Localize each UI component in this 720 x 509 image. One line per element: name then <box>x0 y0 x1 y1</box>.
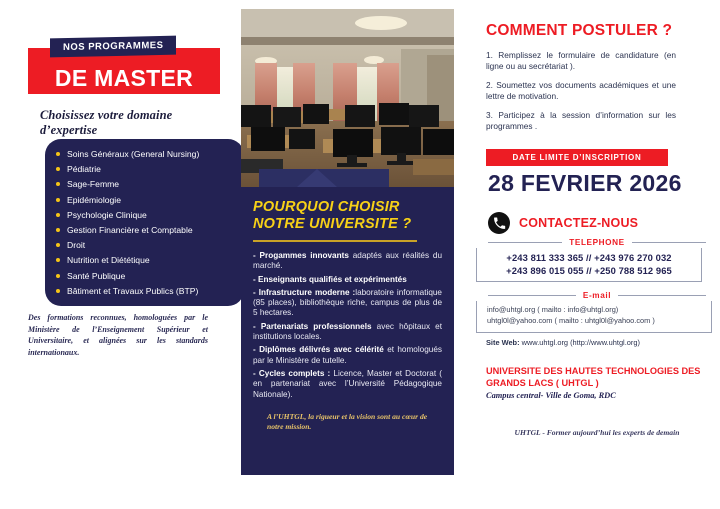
program-label: Gestion Financière et Comptable <box>67 224 193 235</box>
left-column <box>0 0 235 509</box>
application-steps <box>486 50 676 141</box>
website-value[interactable]: www.uhtgl.org (http://www.uhtgl.org) <box>519 338 640 347</box>
program-label: Soins Généraux (General Nursing) <box>67 149 200 159</box>
list-item <box>253 275 442 285</box>
phone-icon <box>488 212 510 234</box>
center-heading-line2: NOTRE UNIVERSITE ? <box>253 216 412 232</box>
feature-rest: Licence, Master et Doctorat ( en partenariat avec l’Université Pédagogique Nationale). <box>253 368 443 399</box>
features-list <box>253 251 442 400</box>
list-item <box>253 369 442 400</box>
feature-bold: - Progammes innovants <box>253 251 349 260</box>
list-item <box>53 179 238 189</box>
banner-label-chip: NOS PROGRAMMES <box>50 36 176 58</box>
phone-numbers-box <box>476 248 702 282</box>
feature-bold: - Partenariats professionnels <box>253 321 372 331</box>
bullet-dot-icon <box>56 228 60 232</box>
feature-rest: adaptés aux réalités du marché. <box>253 251 442 271</box>
list-item <box>253 288 442 319</box>
campus-location: Campus central- Ville de Goma, RDC <box>486 391 616 400</box>
telephone-label: TELEPHONE <box>569 238 625 247</box>
step-item: 2. Soumettez vos documents académiques et une lettre de motivation. <box>486 80 676 101</box>
bullet-dot-icon <box>56 289 60 293</box>
center-heading <box>253 199 442 233</box>
feature-rest: et homologués par le Ministère de tutelle. <box>253 345 442 365</box>
bullet-dot-icon <box>56 258 60 262</box>
programs-list <box>53 149 238 296</box>
rule-left <box>488 242 562 243</box>
step-item: 3. Participez à la session d’information sur les programmes . <box>486 110 676 131</box>
list-item <box>53 225 238 235</box>
university-name: UNIVERSITE DES HAUTES TECHNOLOGIES DES GRANDS LACS ( UHTGL ) <box>486 366 701 388</box>
list-item <box>53 195 238 205</box>
programs-box <box>45 139 244 306</box>
website-row <box>486 338 640 347</box>
bullet-dot-icon <box>56 152 60 156</box>
feature-rest: avec hôpitaux et institutions locales. <box>253 321 442 342</box>
bullet-dot-icon <box>56 182 60 186</box>
center-panel <box>241 9 454 475</box>
bullet-dot-icon <box>56 167 60 171</box>
list-item <box>53 164 238 174</box>
rule-right <box>618 295 706 296</box>
email-line[interactable]: uhtgl0l@yahoo.com ( mailto : uhtgl0l@yahoo.com ) <box>487 316 655 325</box>
list-item <box>53 149 238 159</box>
phone-glyph <box>493 217 506 230</box>
bullet-dot-icon <box>56 198 60 202</box>
left-tagline: Choisissez votre domaine d’expertise <box>40 108 173 137</box>
program-label: Droit <box>67 240 86 251</box>
bullet-dot-icon <box>56 243 60 247</box>
website-label: Site Web: <box>486 338 520 347</box>
bullet-dot-icon <box>56 213 60 217</box>
rule-left <box>488 295 576 296</box>
feature-bold: - Cycles complets : <box>253 368 331 378</box>
feature-rest: laboratoire informatique (85 places), bibliothèque riche, campus de plus de 5 hectares. <box>253 287 442 318</box>
mission-quote: A l’UHTGL, la rigueur et la vision sont au cœur de notre mission. <box>267 411 428 432</box>
email-section-header <box>488 291 706 300</box>
list-item <box>53 255 238 265</box>
programs-banner <box>28 39 223 94</box>
list-item <box>53 240 238 250</box>
program-label: Sage-Femme <box>67 179 120 190</box>
phone-line[interactable]: +243 811 333 365 // +243 976 270 032 <box>506 252 672 263</box>
list-item <box>53 286 238 296</box>
step-item: 1. Remplissez le formulaire de candidature (en ligne ou au secrétariat ). <box>486 50 676 71</box>
program-label: Psychologie Clinique <box>67 209 147 220</box>
program-label: Santé Publique <box>67 270 126 281</box>
program-label: Epidémiologie <box>67 194 121 205</box>
how-to-apply-title: COMMENT POSTULER ? <box>486 22 673 39</box>
list-item <box>253 345 442 366</box>
bullet-dot-icon <box>56 274 60 278</box>
telephone-section-header <box>488 238 706 247</box>
computer-lab-photo <box>241 9 454 187</box>
email-line[interactable]: info@uhtgl.org ( mailto : info@uhtgl.org) <box>487 305 619 314</box>
deadline-date: 28 FEVRIER 2026 <box>488 170 682 196</box>
rule-right <box>632 242 706 243</box>
feature-bold: - Enseignants qualifiés et expérimentés <box>253 274 407 284</box>
contact-us-label: CONTACTEZ-NOUS <box>519 216 639 230</box>
email-box <box>476 301 712 333</box>
program-label: Pédiatrie <box>67 164 101 175</box>
list-item <box>53 271 238 281</box>
feature-bold: - Infrastructure moderne : <box>253 287 356 297</box>
contact-header <box>488 212 638 234</box>
center-heading-line1: POURQUOI CHOISIR <box>253 199 400 215</box>
heading-divider <box>253 240 417 242</box>
accreditation-note: Des formations reconnues, homologuées par le Ministère de l’Enseignement Supérieur et Universitaire, et alignées sur les standards internationaux. <box>28 313 208 357</box>
phone-line[interactable]: +243 896 015 055 // +250 788 512 965 <box>506 265 672 276</box>
list-item <box>253 251 442 272</box>
footer-slogan: UHTGL - Former aujourd’hui les experts de demain <box>514 428 680 437</box>
list-item <box>253 322 442 343</box>
banner-main-title: DE MASTER <box>54 65 194 91</box>
center-content <box>241 187 454 433</box>
right-column <box>470 0 720 509</box>
photo-illustration <box>241 9 454 187</box>
program-label: Bâtiment et Travaux Publics (BTP) <box>67 285 199 296</box>
email-label: E-mail <box>582 291 612 300</box>
program-label: Nutrition et Diététique <box>67 255 150 266</box>
feature-bold: - Diplômes délivrés avec célérité <box>253 345 384 355</box>
list-item <box>53 210 238 220</box>
deadline-banner: DATE LIMITE D’INSCRIPTION <box>486 149 668 166</box>
